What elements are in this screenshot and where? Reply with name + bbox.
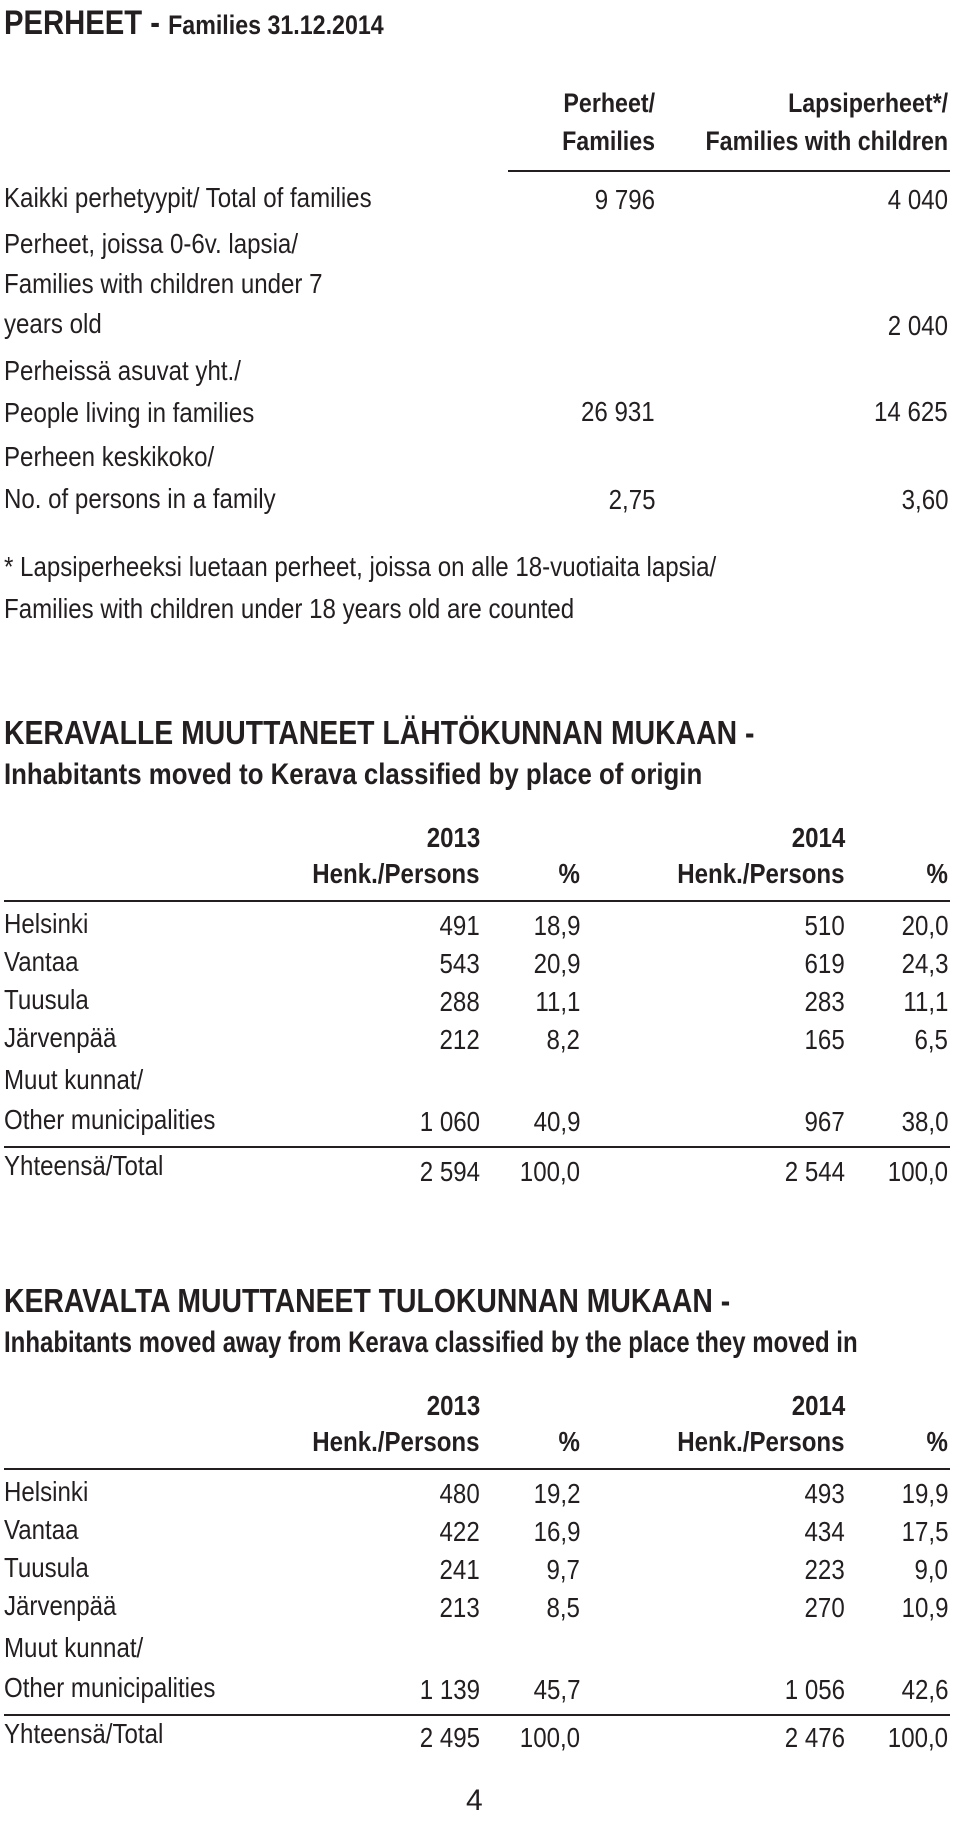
moved-out-header-rule bbox=[4, 1468, 950, 1470]
moved-in-total-cell: 2 544 bbox=[784, 1156, 845, 1187]
table-row-label: Vantaa bbox=[4, 946, 79, 977]
moved-out-year-2014: 2014 bbox=[791, 1390, 845, 1421]
moved-out-cell: 19,9 bbox=[901, 1478, 948, 1509]
table-row-label: Vantaa bbox=[4, 1514, 79, 1545]
moved-in-cell: 40,9 bbox=[533, 1106, 580, 1137]
moved-in-cell: 283 bbox=[804, 986, 845, 1017]
moved-in-cell: 20,9 bbox=[533, 948, 580, 979]
moved-in-cell: 165 bbox=[804, 1024, 845, 1055]
moved-in-persons-2013-header: Henk./Persons bbox=[312, 858, 480, 889]
moved-out-cell: 9,0 bbox=[914, 1554, 948, 1585]
moved-out-cell: 422 bbox=[439, 1516, 480, 1547]
moved-in-cell: 510 bbox=[804, 910, 845, 941]
families-col1-header bbox=[562, 84, 655, 160]
moved-out-pct-2014-header: % bbox=[926, 1426, 948, 1457]
moved-in-total-cell: 2 594 bbox=[419, 1156, 480, 1187]
families-cell: 3,60 bbox=[901, 484, 948, 515]
moved-out-cell: 17,5 bbox=[901, 1516, 948, 1547]
moved-in-title: KERAVALLE MUUTTANEET LÄHTÖKUNNAN MUKAAN - bbox=[4, 714, 755, 751]
table-row-label: Tuusula bbox=[4, 1552, 89, 1583]
row-label-line: Kaikki perhetyypit/ Total of families bbox=[4, 182, 372, 213]
moved-in-cell: 1 060 bbox=[419, 1106, 480, 1137]
moved-in-cell: 38,0 bbox=[901, 1106, 948, 1137]
row-label-line: Muut kunnat/ bbox=[4, 1064, 144, 1095]
moved-in-cell: 18,9 bbox=[533, 910, 580, 941]
moved-in-persons-2014-header: Henk./Persons bbox=[677, 858, 845, 889]
moved-in-cell: 288 bbox=[439, 986, 480, 1017]
moved-out-total-cell: 2 476 bbox=[784, 1722, 845, 1753]
footnote-line: * Lapsiperheeksi luetaan perheet, joissa on alle 18-vuotiaita lapsia/ bbox=[4, 551, 717, 582]
moved-out-cell: 493 bbox=[804, 1478, 845, 1509]
moved-out-pct-2013-header: % bbox=[558, 1426, 580, 1457]
moved-in-cell: 619 bbox=[804, 948, 845, 979]
moved-in-cell: 11,1 bbox=[902, 986, 948, 1017]
moved-out-cell: 42,6 bbox=[901, 1674, 948, 1705]
row-label-line: Muut kunnat/ bbox=[4, 1632, 144, 1663]
moved-out-cell: 241 bbox=[439, 1554, 480, 1585]
moved-in-cell: 11,1 bbox=[534, 986, 580, 1017]
moved-out-cell: 1 056 bbox=[784, 1674, 845, 1705]
row-label-line: Other municipalities bbox=[4, 1672, 216, 1703]
moved-in-cell: 967 bbox=[804, 1106, 845, 1137]
families-cell: 4 040 bbox=[887, 184, 948, 215]
moved-in-subtitle: Inhabitants moved to Kerava classified by place of origin bbox=[4, 758, 703, 791]
families-col1-header-line: Perheet/ bbox=[563, 88, 655, 118]
moved-in-cell: 491 bbox=[439, 910, 480, 941]
table-row-label bbox=[4, 224, 323, 344]
page-title bbox=[4, 4, 384, 43]
table-row-label: Järvenpää bbox=[4, 1022, 117, 1053]
table-row-label: Helsinki bbox=[4, 1476, 89, 1507]
moved-in-total-rule bbox=[4, 1146, 950, 1148]
moved-out-cell: 434 bbox=[804, 1516, 845, 1547]
table-row-label: Järvenpää bbox=[4, 1590, 117, 1621]
moved-out-cell: 223 bbox=[804, 1554, 845, 1585]
moved-out-cell: 45,7 bbox=[533, 1674, 580, 1705]
families-cell: 2 040 bbox=[887, 310, 948, 341]
families-cell: 14 625 bbox=[874, 396, 948, 427]
moved-out-year-2013: 2013 bbox=[426, 1390, 480, 1421]
families-header-rule bbox=[508, 170, 950, 172]
table-row-label: Tuusula bbox=[4, 984, 89, 1015]
row-label-line: Other municipalities bbox=[4, 1104, 216, 1135]
moved-in-pct-2014-header: % bbox=[926, 858, 948, 889]
moved-out-total-cell: 2 495 bbox=[419, 1722, 480, 1753]
page-title-main: PERHEET - bbox=[4, 4, 169, 42]
moved-in-cell: 24,3 bbox=[901, 948, 948, 979]
moved-out-cell: 19,2 bbox=[533, 1478, 580, 1509]
moved-out-cell: 213 bbox=[439, 1592, 480, 1623]
moved-out-cell: 1 139 bbox=[419, 1674, 480, 1705]
moved-in-cell: 20,0 bbox=[901, 910, 948, 941]
families-col2-header bbox=[705, 84, 948, 160]
moved-out-cell: 16,9 bbox=[533, 1516, 580, 1547]
families-cell: 9 796 bbox=[594, 184, 655, 215]
moved-in-cell: 543 bbox=[439, 948, 480, 979]
table-row-label bbox=[4, 1628, 215, 1708]
row-label-line: Perheet, joissa 0-6v. lapsia/ bbox=[4, 228, 299, 259]
moved-out-title: KERAVALTA MUUTTANEET TULOKUNNAN MUKAAN - bbox=[4, 1282, 731, 1319]
moved-in-header-rule bbox=[4, 900, 950, 902]
moved-out-cell: 9,7 bbox=[546, 1554, 580, 1585]
families-col1-header-line: Families bbox=[562, 126, 655, 156]
moved-out-persons-2013-header: Henk./Persons bbox=[312, 1426, 480, 1457]
total-row-label: Yhteensä/Total bbox=[4, 1718, 164, 1749]
moved-in-year-2013: 2013 bbox=[426, 822, 480, 853]
table-row-label: Helsinki bbox=[4, 908, 89, 939]
row-label-line: years old bbox=[4, 308, 102, 339]
moved-in-cell: 212 bbox=[439, 1024, 480, 1055]
row-label-line: Families with children under 7 bbox=[4, 268, 323, 299]
moved-out-cell: 8,5 bbox=[546, 1592, 580, 1623]
footnote bbox=[4, 546, 716, 630]
row-label-line: Perheen keskikoko/ bbox=[4, 441, 215, 472]
table-row-label bbox=[4, 350, 254, 434]
row-label-line: No. of persons in a family bbox=[4, 483, 276, 514]
footnote-line: Families with children under 18 years old are counted bbox=[4, 593, 575, 624]
moved-out-cell: 10,9 bbox=[901, 1592, 948, 1623]
moved-out-cell: 270 bbox=[804, 1592, 845, 1623]
moved-out-total-cell: 100,0 bbox=[887, 1722, 948, 1753]
moved-in-pct-2013-header: % bbox=[558, 858, 580, 889]
row-label-line: People living in families bbox=[4, 397, 255, 428]
moved-out-total-rule bbox=[4, 1714, 950, 1716]
table-row-label bbox=[4, 178, 372, 218]
families-cell: 2,75 bbox=[608, 484, 655, 515]
families-cell: 26 931 bbox=[581, 396, 655, 427]
moved-in-total-cell: 100,0 bbox=[887, 1156, 948, 1187]
moved-in-cell: 8,2 bbox=[546, 1024, 580, 1055]
moved-in-year-2014: 2014 bbox=[791, 822, 845, 853]
table-row-label bbox=[4, 436, 276, 520]
moved-in-cell: 6,5 bbox=[914, 1024, 948, 1055]
row-label-line: Perheissä asuvat yht./ bbox=[4, 355, 241, 386]
moved-in-total-cell: 100,0 bbox=[519, 1156, 580, 1187]
moved-out-cell: 480 bbox=[439, 1478, 480, 1509]
families-col2-header-line: Lapsiperheet*/ bbox=[787, 88, 948, 118]
page-title-sub: Families 31.12.2014 bbox=[168, 10, 384, 40]
families-col2-header-line: Families with children bbox=[705, 126, 948, 156]
page-number: 4 bbox=[466, 1784, 483, 1817]
total-row-label: Yhteensä/Total bbox=[4, 1150, 164, 1181]
table-row-label bbox=[4, 1060, 215, 1140]
moved-out-subtitle: Inhabitants moved away from Kerava classified by the place they moved in bbox=[4, 1326, 858, 1359]
moved-out-persons-2014-header: Henk./Persons bbox=[677, 1426, 845, 1457]
moved-out-total-cell: 100,0 bbox=[519, 1722, 580, 1753]
